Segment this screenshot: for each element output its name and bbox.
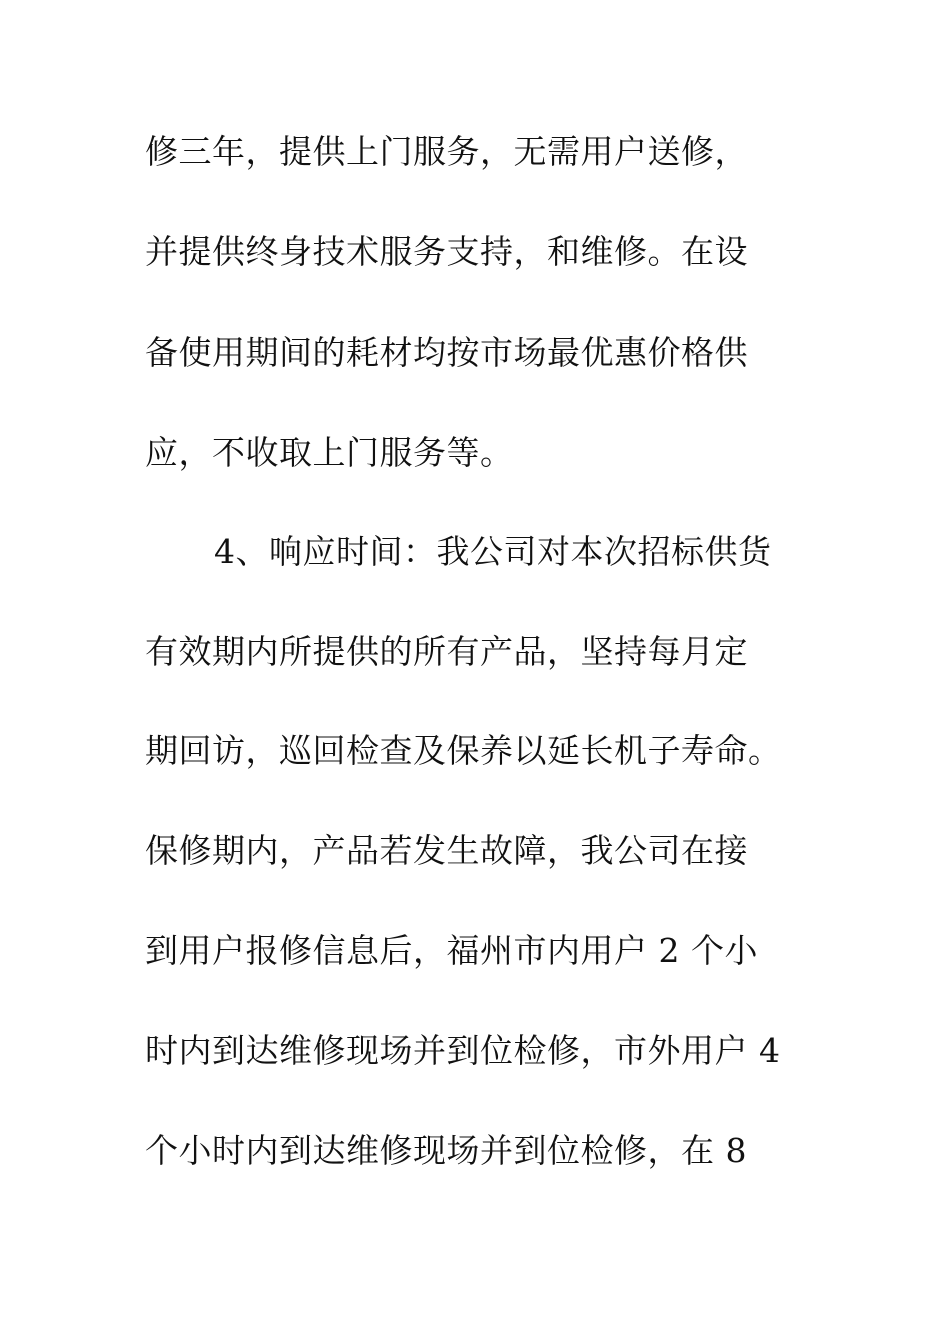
body-text-line: 保修期内，产品若发生故障，我公司在接 bbox=[145, 831, 748, 870]
body-text-line: 有效期内所提供的所有产品，坚持每月定 bbox=[145, 632, 748, 671]
body-text-line: 时内到达维修现场并到位检修，市外用户 4 bbox=[145, 1031, 781, 1070]
body-text-line: 备使用期间的耗材均按市场最优惠价格供 bbox=[145, 333, 748, 372]
paragraph-first-line: 4、响应时间：我公司对本次招标供货 bbox=[214, 532, 772, 571]
body-text-line: 个小时内到达维修现场并到位检修，在 8 bbox=[145, 1131, 747, 1170]
body-text-line: 期回访，巡回检查及保养以延长机子寿命。 bbox=[145, 731, 782, 770]
body-text-line: 应，不收取上门服务等。 bbox=[145, 433, 514, 472]
body-text-line: 修三年，提供上门服务，无需用户送修， bbox=[145, 132, 748, 171]
body-text-line: 到用户报修信息后，福州市内用户 2 个小 bbox=[145, 931, 758, 970]
body-text-line: 并提供终身技术服务支持，和维修。在设 bbox=[145, 232, 748, 271]
